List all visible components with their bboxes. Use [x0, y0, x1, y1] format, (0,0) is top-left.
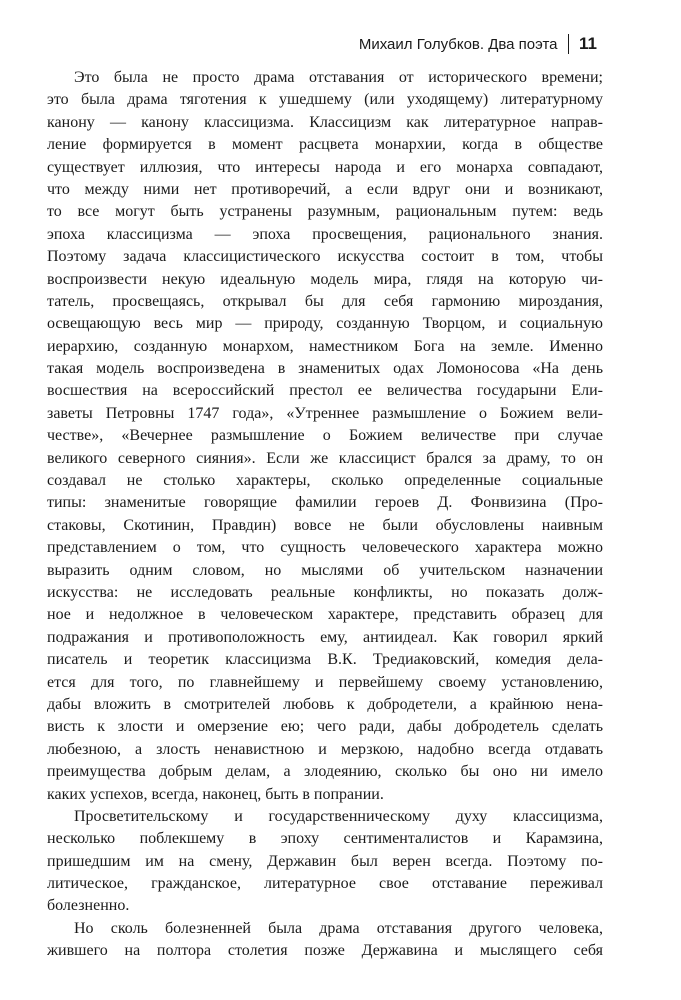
text-line: честве», «Вечернее размышление о Божием величестве при случае [47, 427, 603, 445]
text-line: болезненно. [47, 897, 130, 915]
text-line: заветы Петровны 1747 года», «Утреннее размышление о Божием вели- [47, 404, 603, 422]
header-separator [568, 34, 570, 54]
text-line: восшествия на всероссийский престол ее величества государыни Ели- [47, 382, 603, 400]
text-line: эпоха классицизма — эпоха просвещения, рационального знания. [47, 225, 603, 243]
text-line: существует иллюзия, что интересы народа и его монарха совпадают, [47, 158, 603, 176]
text-line: ное и недолжное в человеческом характере, представить образец для [47, 606, 603, 624]
text-line: ется для того, по главнейшему и первейшему своему установлению, [47, 673, 603, 691]
text-line: создавал не столько характеры, сколько определенные социальные [47, 472, 603, 490]
text-line: каких успехов, всегда, наконец, быть в попрании. [47, 785, 384, 803]
running-header-title: Михаил Голубков. Два поэта [358, 35, 558, 53]
text-line: Но сколь болезненней была драма отставания другого человека, [74, 919, 603, 937]
text-line: преимущества добрым делам, а злодеянию, сколько бы оно ни имело [47, 763, 603, 781]
text-line: ление формируется в момент расцвета монархии, когда в обществе [47, 136, 603, 154]
body-text [47, 67, 603, 963]
text-line: писатель и теоретик классицизма В.К. Тредиаковский, комедия дела- [47, 651, 603, 669]
text-line: Поэтому задача классицистического искусства состоит в том, чтобы [47, 248, 603, 266]
text-line: это была драма тяготения к ушедшему (или уходящему) литературному [47, 91, 603, 109]
text-line: подражания и противоположность ему, антиидеал. Как говорил яркий [47, 628, 603, 646]
text-line: татель, просвещаясь, открывал бы для себя гармонию мироздания, [47, 292, 603, 310]
text-line: любезною, а злость ненавистною и мерзкою, надобно всегда отдавать [47, 740, 603, 758]
text-line: типы: знаменитые говорящие фамилии героев Д. Фонвизина (Про- [47, 494, 603, 512]
text-line: искусства: не исследовать реальные конфликты, но показать долж- [47, 583, 603, 601]
text-line: представлением о том, что сущность человеческого характера можно [47, 539, 603, 557]
running-header [359, 34, 597, 54]
text-line: висть к злости и омерзение ею; чего ради, дабы добродетель сделать [47, 718, 603, 736]
page-number: 11 [579, 34, 597, 53]
text-line: воспроизвести некую идеальную модель мира, глядя на которую чи- [47, 270, 603, 288]
text-line: литическое, гражданское, литературное свое отставание переживал [47, 875, 603, 893]
text-line: освещающую весь мир — природу, созданную Творцом, и социальную [47, 315, 603, 333]
text-line: дабы вложить в смотрителей любовь к добродетели, а крайнюю нена- [47, 695, 603, 713]
text-line: иерархию, созданную монархом, наместником Бога на земле. Именно [47, 337, 603, 355]
text-line: стаковы, Скотинин, Правдин) вовсе не были обусловлены наивным [47, 516, 603, 534]
text-line: Просветительскому и государственническому духу классицизма, [74, 807, 603, 825]
text-line: жившего на полтора столетия позже Державина и мыслящего себя [47, 942, 603, 960]
text-line: Это была не просто драма отставания от исторического времени; [74, 69, 603, 86]
text-line: пришедшим им на смену, Державин был верен всегда. Поэтому по- [47, 852, 603, 870]
text-line: выразить одним словом, но мыслями об учительском назначении [47, 561, 603, 579]
text-line: такая модель воспроизведена в знаменитых одах Ломоносова «На день [47, 360, 603, 378]
text-line: несколько поблекшему в эпоху сентименталистов и Карамзина, [47, 830, 603, 848]
text-line: что между ними нет противоречий, а если вдруг они и возникают, [47, 180, 603, 198]
text-line: канону — канону классицизма. Классицизм как литературное направ- [47, 113, 603, 131]
text-line: то все могут быть устранены разумным, рациональным путем: ведь [47, 203, 603, 221]
text-line: великого северного сияния». Если же классицист брался за драму, то он [47, 449, 603, 467]
